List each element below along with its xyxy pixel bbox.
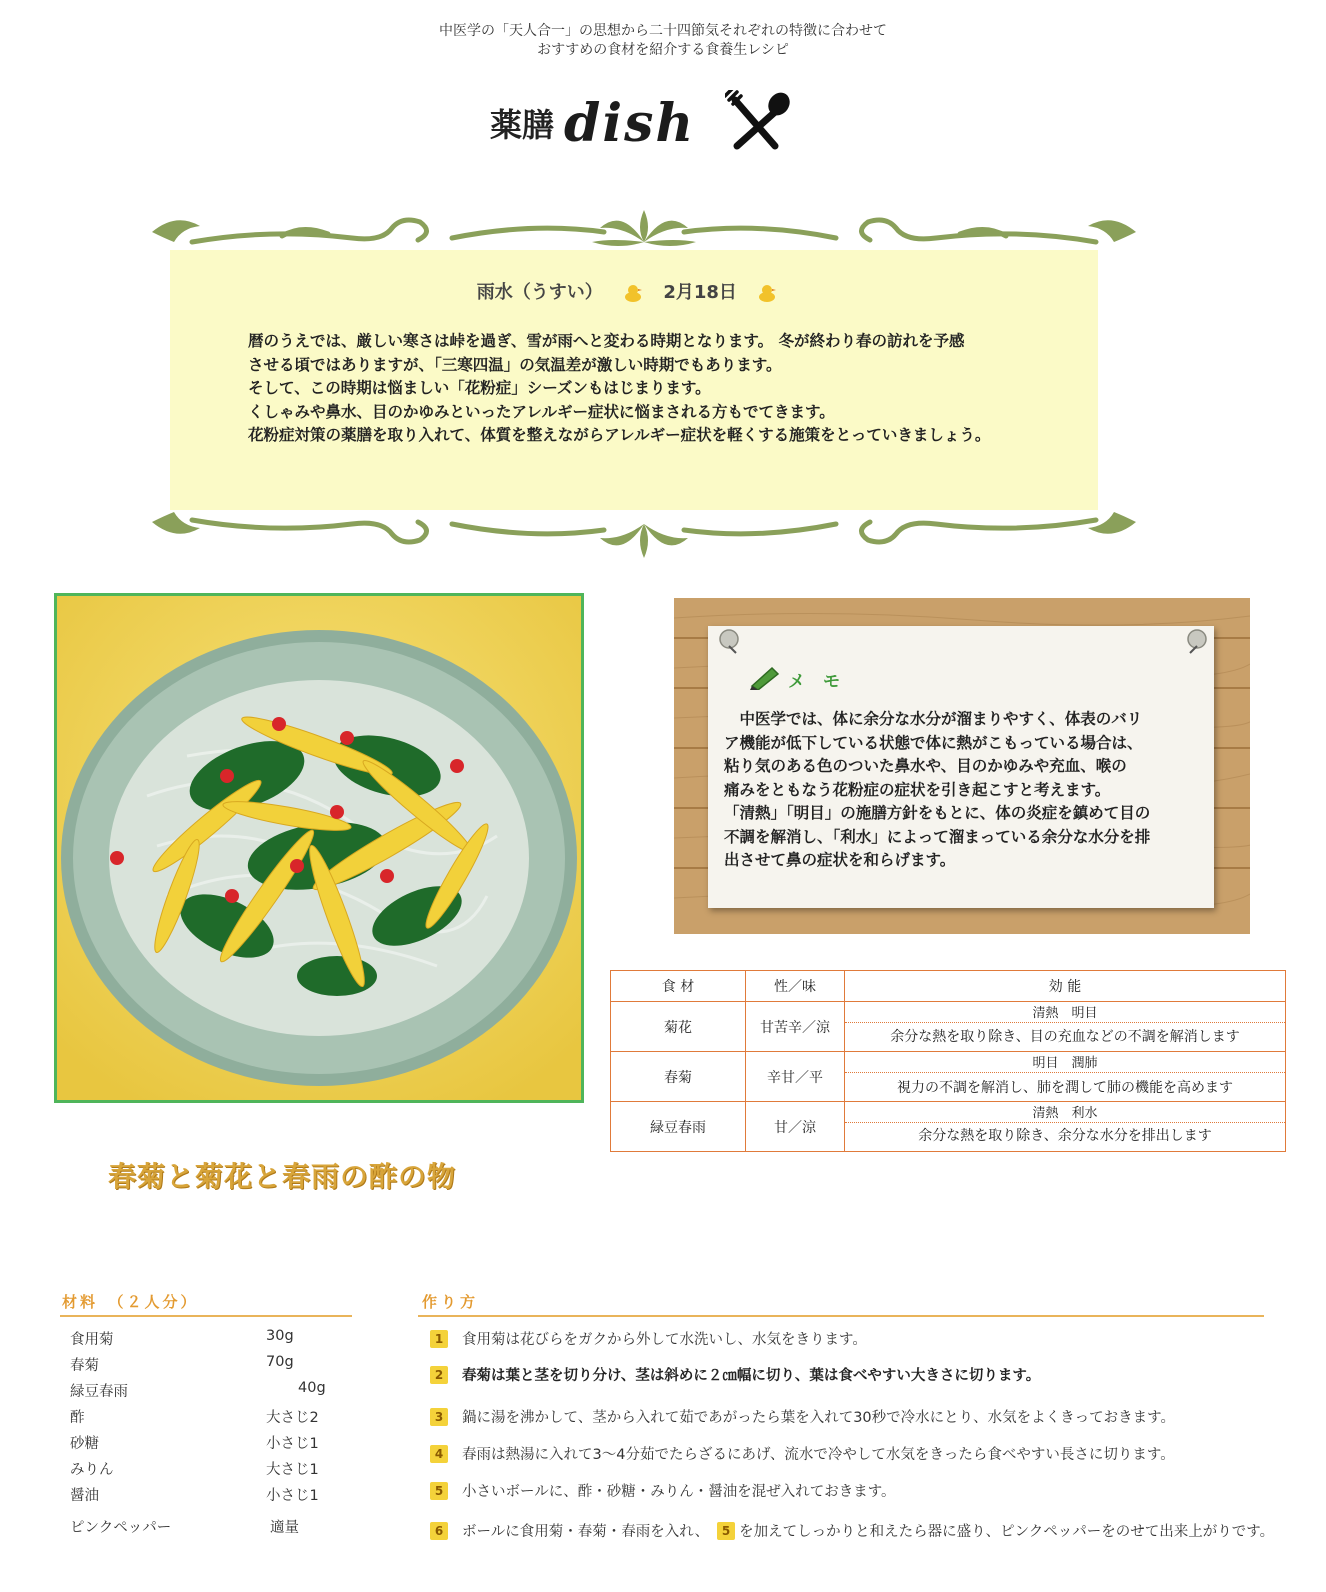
season-name: 雨水（うすい） <box>476 282 603 303</box>
season-line: させる頃ではありますが、「三寒四温」の気温差が激しい時期でもあります。 <box>248 355 782 374</box>
ingredient-amount: 40g <box>298 1380 326 1396</box>
cell-ingredient: 菊花 <box>611 1002 746 1052</box>
cell-ingredient: 緑豆春雨 <box>611 1102 746 1152</box>
step-text: 食用菊は花びらをガクから外して水洗いし、水気をきります。 <box>462 1332 867 1348</box>
cell-nature: 甘／涼 <box>746 1102 845 1152</box>
cell-effect <box>845 1102 1286 1152</box>
tagline-line1: 中医学の「天人合一」の思想から二十四節気それぞれの特徴に合わせて <box>439 23 887 39</box>
step-number: 2 <box>430 1366 448 1384</box>
memo-line: 不調を解消し、「利水」によって溜まっている余分な水分を排 <box>724 827 1151 846</box>
table-row <box>611 1002 1286 1052</box>
season-line: そして、この時期は悩ましい「花粉症」シーズンもはじまります。 <box>248 379 711 397</box>
method-step <box>430 1480 896 1501</box>
effect-text: 視力の不調を解消し、肺を潤して肺の機能を高めます <box>897 1080 1233 1096</box>
memo-line: 痛みをともなう花粉症の症状を引き起こすと考えます。 <box>724 780 1111 799</box>
pushpin-icon <box>716 628 742 654</box>
cell-effect <box>845 1002 1286 1052</box>
ingredient-amount: 小さじ1 <box>266 1488 319 1504</box>
memo-body <box>724 708 1194 873</box>
season-line: 暦のうえでは、厳しい寒さは峠を過ぎ、雪が雨へと変わる時期となります。 冬が終わり春の訪れを予感 <box>248 332 965 350</box>
step-number: 4 <box>430 1445 448 1463</box>
step-text: 鍋に湯を沸かして、茎から入れて茹であがったら葉を入れて30秒で冷水にとり、水気をよくきっておきます。 <box>462 1410 1175 1426</box>
season-date: 2月18日 <box>663 282 737 303</box>
tagline <box>0 22 1326 60</box>
method-step <box>430 1520 1274 1541</box>
season-line: くしゃみや鼻水、目のかゆみといったアレルギー症状に悩まされる方もでてきます。 <box>248 402 835 421</box>
pushpin-icon <box>1184 628 1210 654</box>
memo-heading <box>748 664 858 694</box>
step-number: 1 <box>430 1330 448 1348</box>
fork-spoon-icon <box>725 90 791 156</box>
step-reference: 5 <box>717 1522 735 1540</box>
method-step <box>430 1406 1175 1427</box>
season-line: 花粉症対策の薬膳を取り入れて、体質を整えながらアレルギー症状を軽くする施策をとっていきましょう。 <box>248 426 991 444</box>
header-nature: 性／味 <box>746 971 845 1002</box>
effect-key: 清熱 利水 <box>845 1102 1285 1123</box>
header-effect: 効 能 <box>845 971 1286 1002</box>
ingredient-name: 緑豆春雨 <box>70 1384 128 1400</box>
step-text: ボールに食用菊・春菊・春雨を入れ、 <box>462 1524 710 1540</box>
brand-logo <box>490 88 791 158</box>
ingredient-amount: 適量 <box>270 1520 299 1536</box>
table-row <box>611 1102 1286 1152</box>
memo-line: 「清熱」「明目」の施膳方針をもとに、体の炎症を鎮めて目の <box>724 804 1151 822</box>
vine-ornament-top <box>152 198 1136 268</box>
ingredient-name: 食用菊 <box>70 1332 114 1348</box>
step-number: 5 <box>430 1482 448 1500</box>
effect-text: 余分な熱を取り除き、余分な水分を排出します <box>918 1128 1212 1144</box>
header-ingredient: 食 材 <box>611 971 746 1002</box>
cell-nature: 甘苦辛／涼 <box>746 1002 845 1052</box>
cell-ingredient: 春菊 <box>611 1052 746 1102</box>
ingredient-amount: 30g <box>266 1328 294 1344</box>
step-number: 6 <box>430 1522 448 1540</box>
table-row <box>611 1052 1286 1102</box>
ingredient-name: 醤油 <box>70 1488 99 1504</box>
memo-title: メモ <box>788 671 858 692</box>
dish-title: 春菊と菊花と春雨の酢の物 <box>108 1160 457 1193</box>
ingredient-name: 春菊 <box>70 1358 99 1374</box>
ingredient-amount: 大さじ2 <box>266 1410 319 1426</box>
memo-line: 出させて鼻の症状を和らげます。 <box>724 851 956 869</box>
effect-key: 明目 潤肺 <box>845 1052 1285 1073</box>
ingredient-amount: 70g <box>266 1354 294 1370</box>
dish-photo <box>54 593 584 1103</box>
ingredient-name: ピンクペッパー <box>70 1520 172 1536</box>
step-text: 春菊は葉と茎を切り分け、茎は斜めに２㎝幅に切り、葉は食べやすい大きさに切ります。 <box>462 1368 1041 1384</box>
ingredient-name: 酢 <box>70 1410 85 1426</box>
ingredient-amount: 大さじ1 <box>266 1462 319 1478</box>
step-number: 3 <box>430 1408 448 1426</box>
season-description <box>248 330 1098 448</box>
tagline-line2: おすすめの食材を紹介する食養生レシピ <box>537 42 789 58</box>
cell-nature: 辛甘／平 <box>746 1052 845 1102</box>
step-text: 小さいボールに、酢・砂糖・みりん・醤油を混ぜ入れておきます。 <box>462 1484 896 1500</box>
ingredients-heading: 材料 （２人分） <box>62 1293 199 1311</box>
divider <box>418 1315 1264 1317</box>
season-heading <box>170 278 1098 304</box>
method-step <box>430 1364 1040 1385</box>
vine-ornament-bottom <box>152 500 1136 570</box>
step-text: 春雨は熱湯に入れて3～4分茹でたらざるにあげ、流水で冷やして水気をきったら食べやすい長さに切ります。 <box>462 1447 1175 1463</box>
effect-key: 清熱 明目 <box>845 1002 1285 1023</box>
pencil-icon <box>748 664 780 694</box>
method-step <box>430 1328 867 1349</box>
brand-en: dish <box>564 92 696 154</box>
ingredient-properties-table <box>610 970 1286 1152</box>
method-heading: 作り方 <box>422 1293 480 1311</box>
ingredient-name: みりん <box>70 1462 114 1478</box>
memo-line: 粘り気のある色のついた鼻水や、目のかゆみや充血、喉の <box>724 757 1127 775</box>
memo-line: 中医学では、体に余分な水分が溜まりやすく、体表のバリ <box>724 710 1143 728</box>
ingredient-amount: 小さじ1 <box>266 1436 319 1452</box>
divider <box>60 1315 352 1317</box>
chick-icon <box>757 283 777 303</box>
table-header-row <box>611 971 1286 1002</box>
brand-jp: 薬膳 <box>490 106 555 144</box>
effect-text: 余分な熱を取り除き、目の充血などの不調を解消します <box>890 1029 1240 1045</box>
memo-line: ア機能が低下している状態で体に熱がこもっている場合は、 <box>724 733 1143 752</box>
method-step <box>430 1443 1175 1464</box>
chick-icon <box>623 283 643 303</box>
cell-effect <box>845 1052 1286 1102</box>
step-text: を加えてしっかりと和えたら器に盛り、ピンクペッパーをのせて出来上がりです。 <box>739 1524 1275 1540</box>
ingredient-name: 砂糖 <box>70 1436 99 1452</box>
